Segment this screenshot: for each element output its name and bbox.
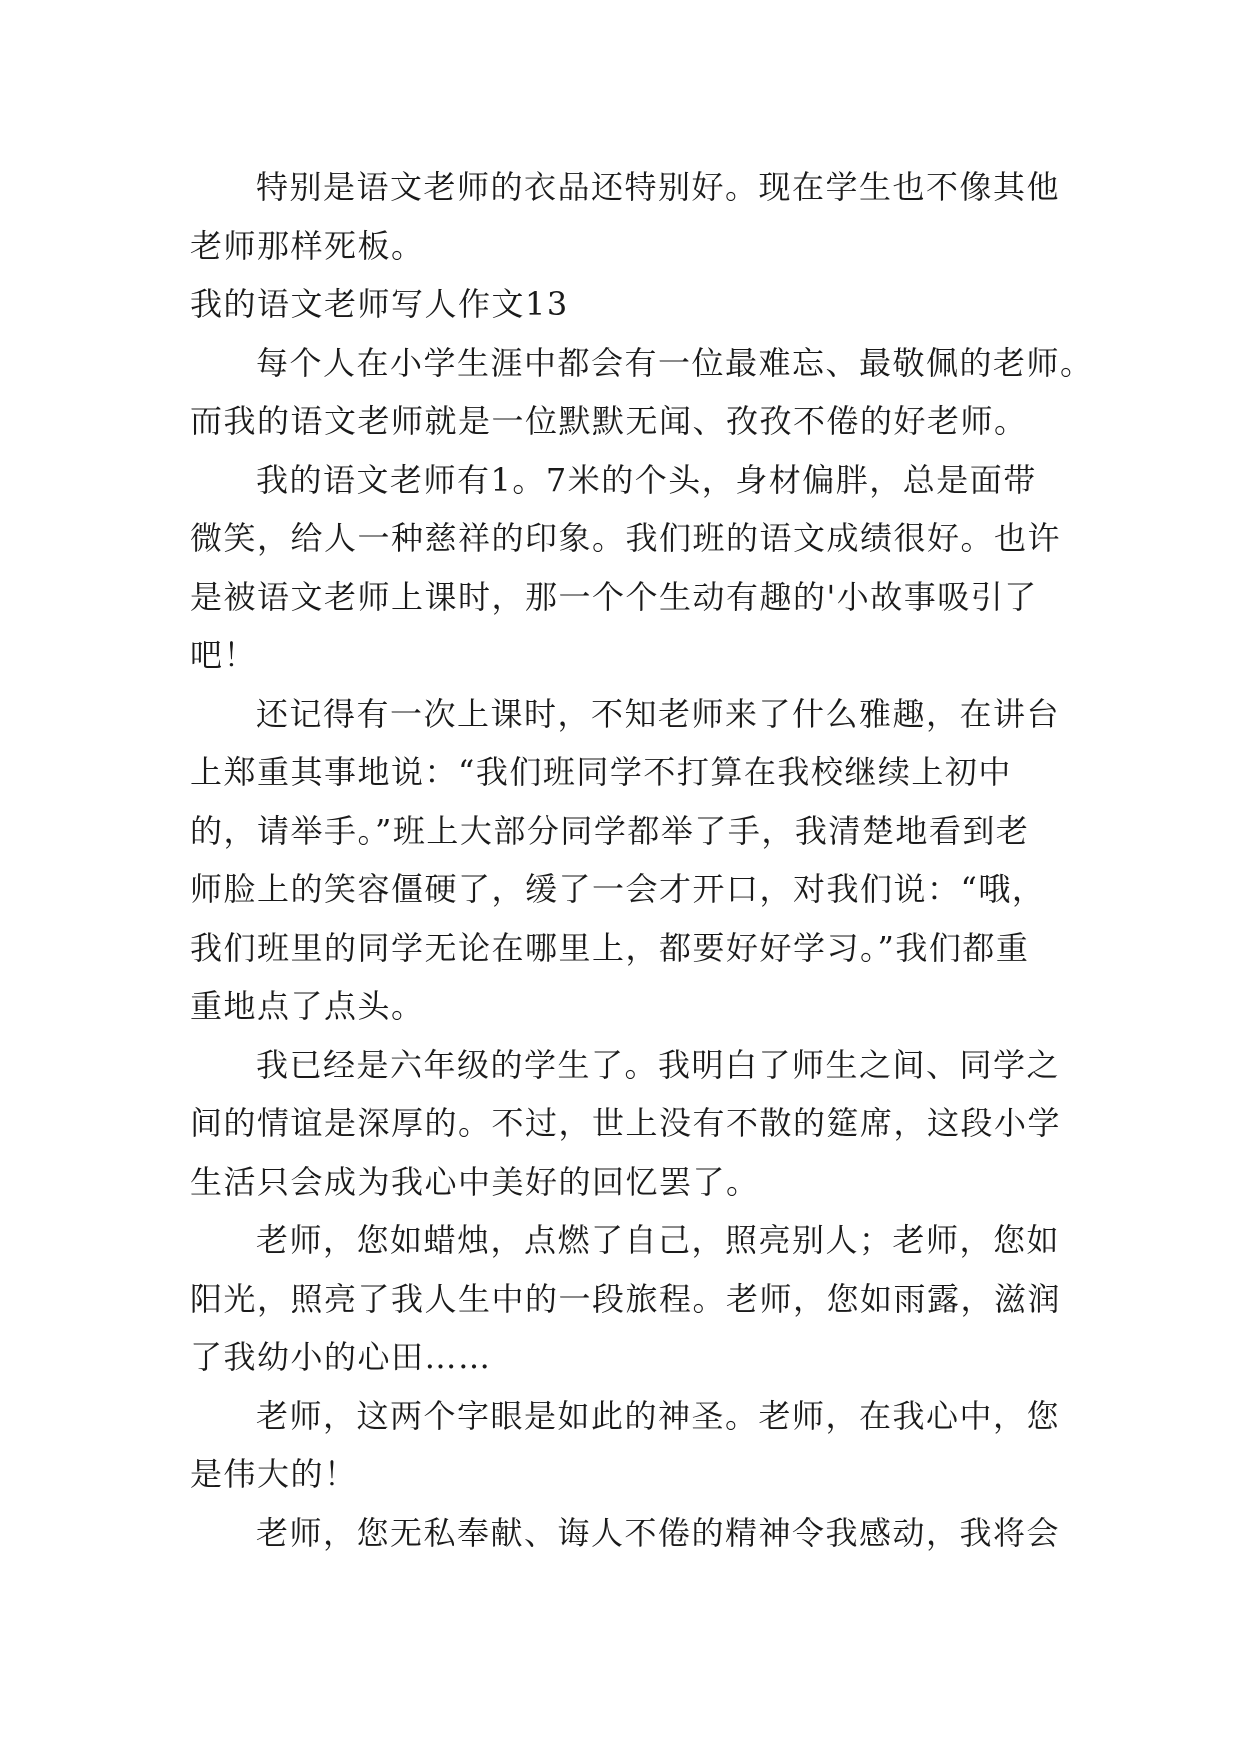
text-line: 师脸上的笑容僵硬了，缓了一会才开口，对我们说：“哦， — [190, 870, 1046, 908]
document-body — [190, 158, 1094, 1562]
text-line: 老师那样死板。 — [190, 226, 425, 265]
text-line: 是伟大的！ — [190, 1455, 358, 1493]
text-line: 特别是语文老师的衣品还特别好。现在学生也不像其他 — [256, 168, 1061, 206]
section-heading: 我的语文老师写人作文13 — [190, 285, 569, 323]
text-line: 上郑重其事地说：“我们班同学不打算在我校继续上初中 — [190, 753, 1012, 791]
text-line: 还记得有一次上课时，不知老师来了什么雅趣，在讲台 — [256, 694, 1061, 733]
text-line: 的，请举手。”班上大部分同学都举了手，我清楚地看到老 — [190, 811, 1030, 850]
text-line: 阳光，照亮了我人生中的一段旅程。老师，您如雨露，滋润 — [190, 1279, 1062, 1318]
text-line: 老师，这两个字眼是如此的神圣。老师，在我心中，您 — [256, 1396, 1061, 1435]
text-line: 重地点了点头。 — [190, 987, 425, 1025]
text-line: 老师，您如蜡烛，点燃了自己，照亮别人；老师，您如 — [256, 1221, 1061, 1259]
text-line: 了我幼小的心田…… — [190, 1338, 492, 1376]
text-line: 我们班里的同学无论在哪里上，都要好好学习。”我们都重 — [190, 928, 1030, 967]
text-line: 是被语文老师上课时，那一个个生动有趣的'小故事吸引了 — [190, 577, 1038, 616]
text-line: 每个人在小学生涯中都会有一位最难忘、最敬佩的老师。 — [256, 343, 1094, 382]
text-line: 吧！ — [190, 636, 258, 674]
text-line: 生活只会成为我心中美好的回忆罢了。 — [190, 1162, 760, 1201]
text-line: 间的情谊是深厚的。不过，世上没有不散的筵席，这段小学 — [190, 1104, 1062, 1142]
text-line: 而我的语文老师就是一位默默无闻、孜孜不倦的好老师。 — [190, 402, 1028, 440]
text-line: 微笑，给人一种慈祥的印象。我们班的语文成绩很好。也许 — [190, 519, 1062, 557]
text-line: 我已经是六年级的学生了。我明白了师生之间、同学之 — [256, 1045, 1061, 1084]
text-line: 我的语文老师有1。7米的个头，身材偏胖，总是面带 — [256, 460, 1037, 499]
text-line: 老师，您无私奉献、诲人不倦的精神令我感动，我将会 — [256, 1513, 1061, 1552]
